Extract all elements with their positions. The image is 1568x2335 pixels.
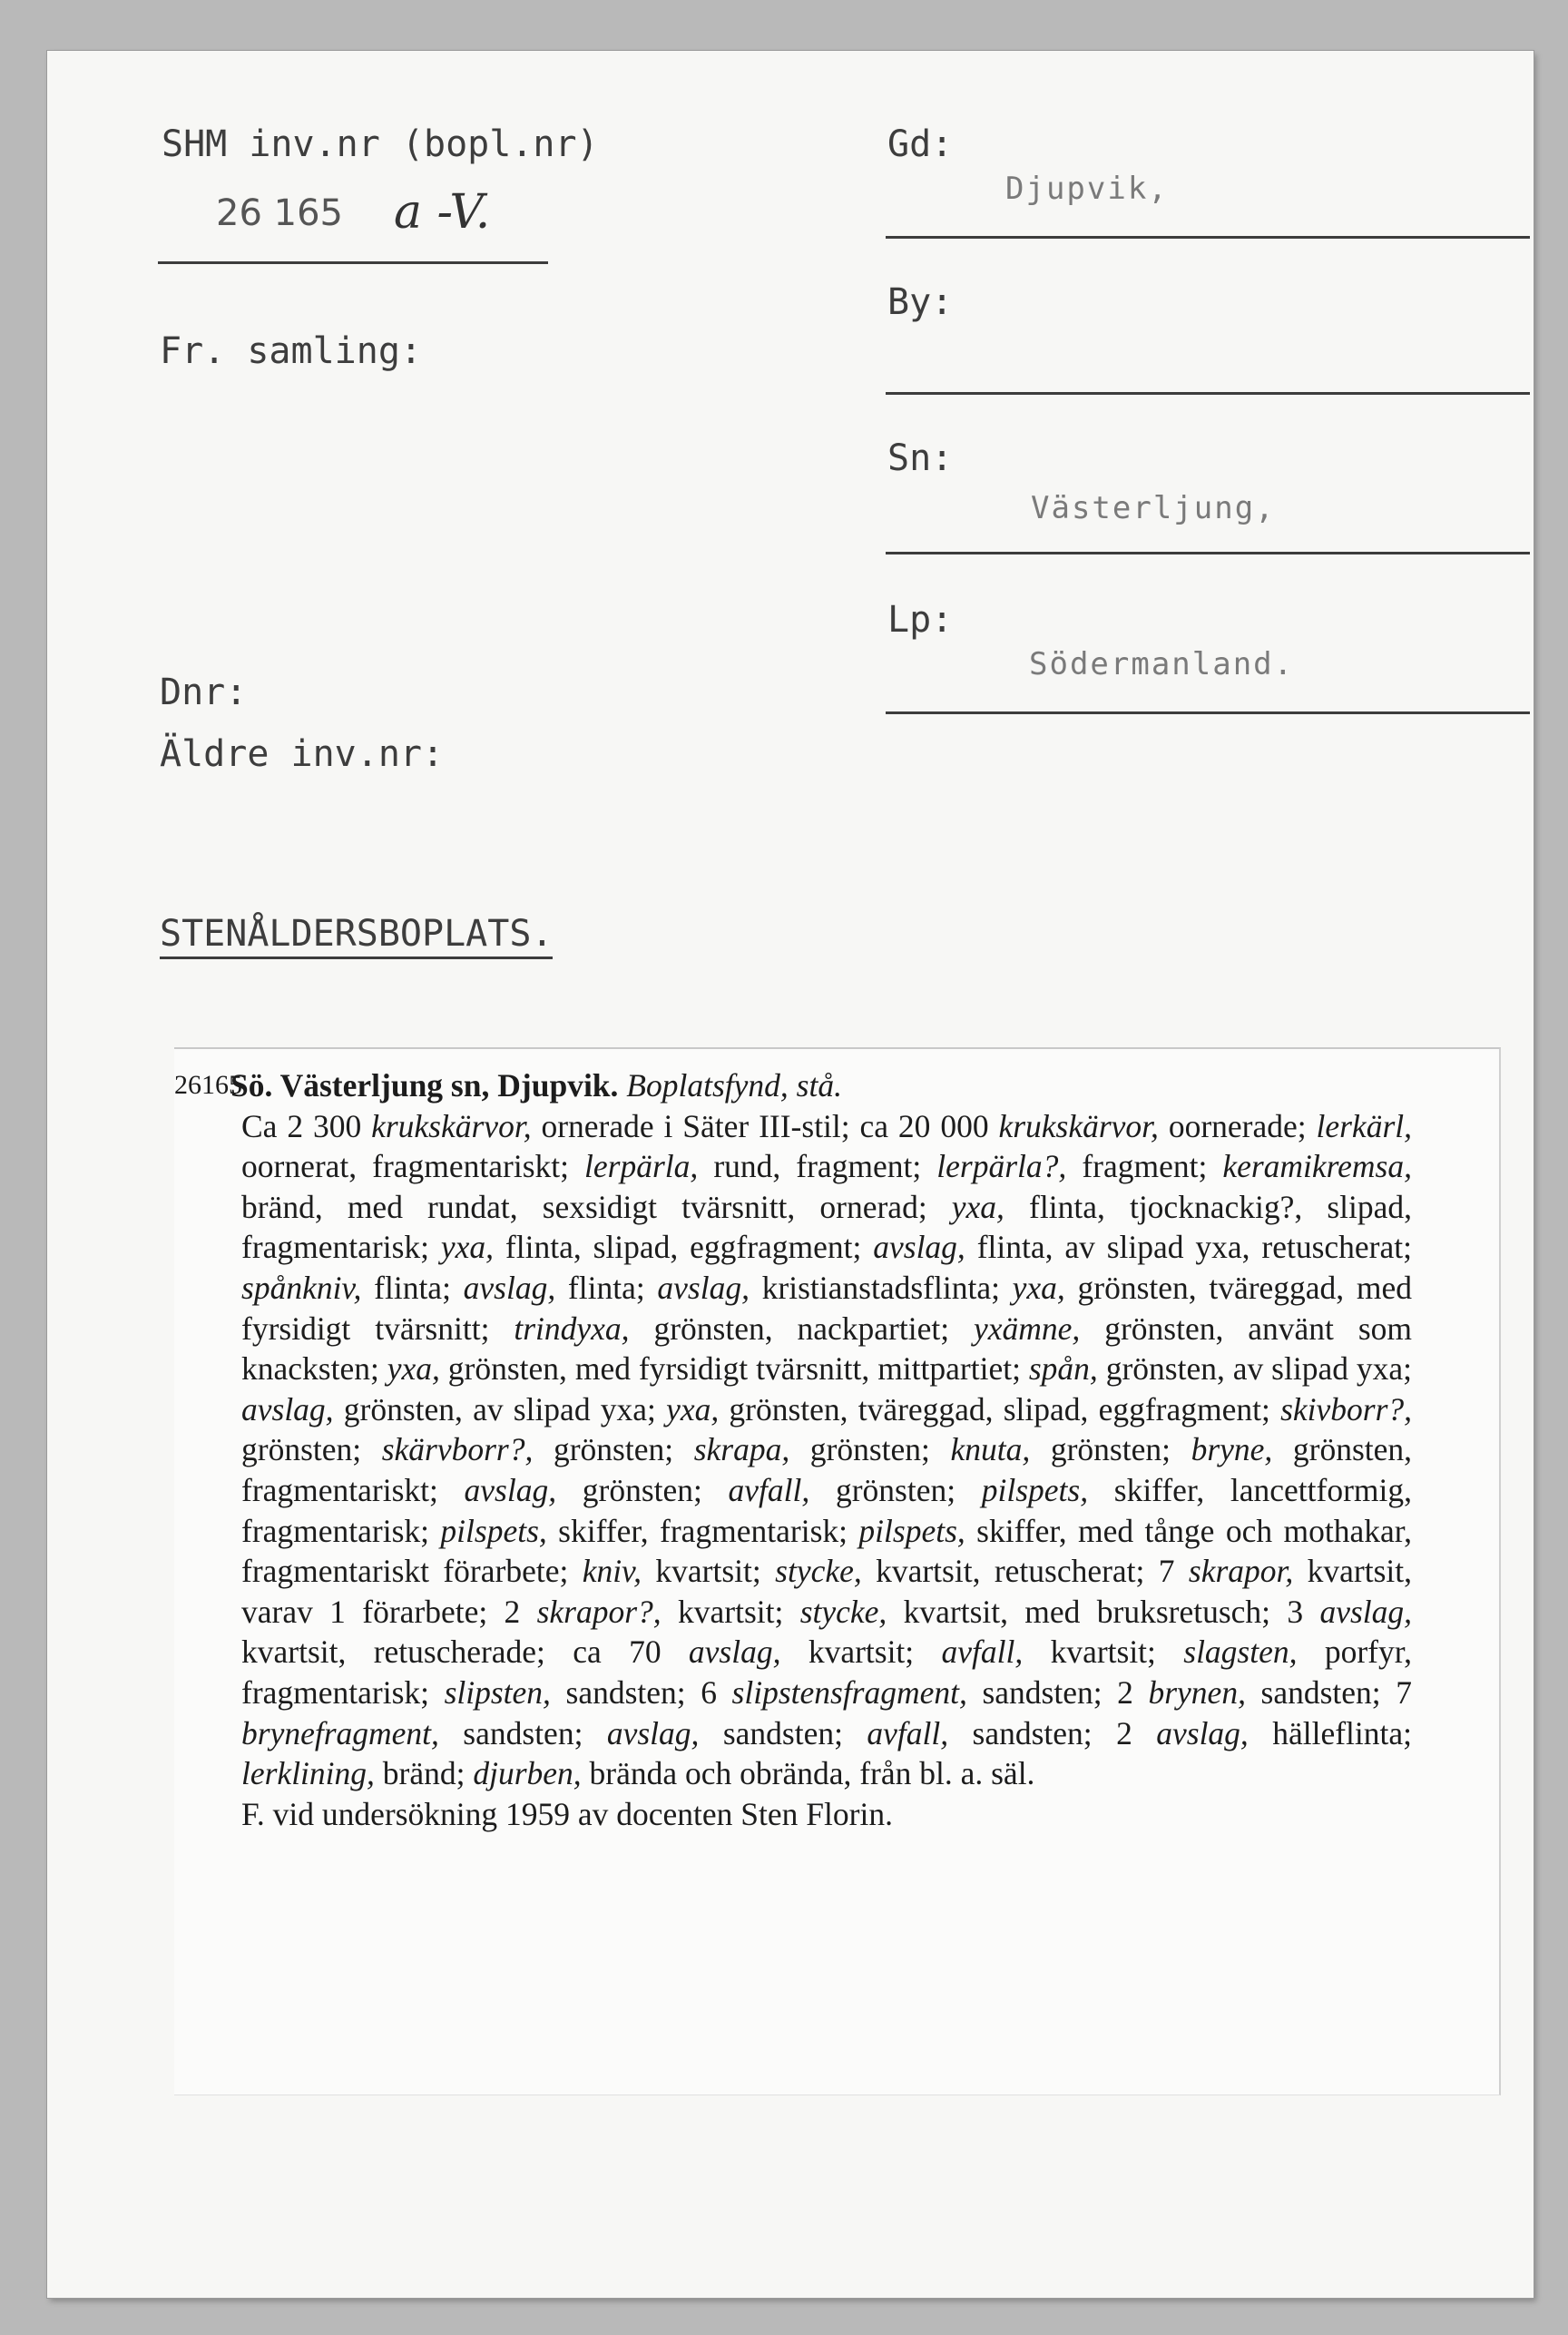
entry-type: Boplatsfynd, stå.: [626, 1067, 842, 1104]
artifact-term: pilspets,: [981, 1471, 1089, 1508]
artifact-description: grönsten;: [1030, 1431, 1191, 1468]
artifact-term: stycke,: [775, 1553, 862, 1590]
artifact-term: avfall,: [728, 1471, 810, 1508]
artifact-description: kvartsit, retuscherade; ca 70: [241, 1634, 689, 1671]
artifact-term: skrapor,: [1188, 1553, 1294, 1590]
fr-samling-label: Fr. samling:: [160, 330, 422, 372]
artifact-description: ornerade i Säter III-stil; ca 20 000: [531, 1107, 999, 1144]
artifact-term: pilspets,: [858, 1512, 965, 1549]
artifact-description: porfyr, fragmentarisk;: [241, 1634, 1412, 1711]
artifact-term: pilspets,: [440, 1512, 547, 1549]
artifact-description: grönsten, tväreggad, slipad, eggfragment;: [719, 1390, 1281, 1427]
printed-clipping: [174, 1047, 1501, 2095]
artifact-term: brynen,: [1148, 1673, 1246, 1711]
artifact-description: grönsten;: [789, 1431, 951, 1468]
artifact-description: grönsten;: [809, 1471, 982, 1508]
artifact-term: slipstensfragment,: [731, 1673, 967, 1711]
inv-number: 26 165: [216, 192, 343, 234]
artifact-description: sandsten; 7: [1245, 1673, 1412, 1711]
artifact-description: flinta, tjocknackig?, slipad, fragmentarisk;: [241, 1188, 1412, 1266]
artifact-description: skiffer, fragmentarisk;: [546, 1512, 859, 1549]
sn-label: Sn:: [887, 437, 954, 479]
artifact-description: grönsten, av slipad yxa;: [1097, 1350, 1413, 1388]
artifact-term: skärvborr?,: [381, 1431, 534, 1468]
artifact-description: grönsten;: [556, 1471, 729, 1508]
artifact-description: grönsten, tväreggad, med fyrsidigt tvärsnitt;: [241, 1269, 1413, 1347]
catalog-entry: [174, 1065, 1413, 1834]
artifact-term: lerklining,: [241, 1755, 375, 1792]
artifact-description: fragment;: [1066, 1148, 1223, 1185]
artifact-description: grönsten, nackpartiet;: [629, 1310, 974, 1347]
artifact-description: skiffer, med tånge och mothakar, fragmentariskt förarbete;: [241, 1512, 1412, 1590]
artifact-term: lerpärla,: [584, 1148, 699, 1185]
artifact-description: flinta;: [555, 1269, 658, 1306]
entry-location: Sö. Västerljung sn, Djupvik.: [230, 1067, 619, 1104]
artifact-term: yxämne,: [974, 1310, 1081, 1347]
artifact-description: oornerade;: [1158, 1107, 1317, 1144]
artifact-term: skivborr?,: [1280, 1390, 1413, 1427]
artifact-description: grönsten, med fyrsidigt tvärsnitt, mittpartiet;: [439, 1350, 1029, 1388]
artifact-description: sandsten;: [438, 1714, 607, 1751]
artifact-term: avfall,: [867, 1714, 949, 1751]
gd-rule: [886, 236, 1530, 239]
by-rule: [886, 392, 1530, 395]
artifact-description: Ca 2 300: [241, 1107, 372, 1144]
artifact-term: trindyxa,: [514, 1310, 630, 1347]
artifact-description: grönsten, använt som knacksten;: [241, 1310, 1412, 1388]
artifact-description: grönsten;: [533, 1431, 694, 1468]
artifact-description: kvartsit;: [1023, 1634, 1184, 1671]
artifact-term: avslag,: [463, 1269, 556, 1306]
artifact-description: flinta, av slipad yxa, retuscherat;: [965, 1229, 1412, 1266]
artifact-term: avslag,: [241, 1390, 334, 1427]
artifact-term: keramikremsa,: [1222, 1148, 1412, 1185]
sn-value: Västerljung,: [1031, 490, 1276, 526]
artifact-description: bränd, med rundat, sexsidigt tvärsnitt, ornerad;: [241, 1188, 952, 1225]
artifact-description: sandsten;: [699, 1714, 867, 1751]
artifact-description: kvartsit, varav 1 förarbete; 2: [241, 1553, 1413, 1630]
artifact-term: skrapor?,: [536, 1593, 662, 1630]
artifact-term: avfall,: [941, 1634, 1024, 1671]
artifact-term: spånkniv,: [241, 1269, 362, 1306]
aldre-inv-label: Äldre inv.nr:: [160, 733, 445, 775]
artifact-term: yxa,: [1012, 1269, 1065, 1306]
entry-footer: F. vid undersökning 1959 av docenten Sten Florin.: [241, 1795, 893, 1832]
artifact-term: avslag,: [464, 1471, 557, 1508]
artifact-term: krukskärvor,: [371, 1107, 532, 1144]
catalog-card: [47, 51, 1534, 2298]
artifact-term: slipsten,: [444, 1673, 551, 1711]
artifact-description: oornerat, fragmentariskt;: [241, 1148, 585, 1185]
lp-label: Lp:: [887, 599, 954, 641]
dnr-label: Dnr:: [160, 672, 248, 713]
artifact-term: yxa,: [387, 1350, 440, 1388]
artifact-term: yxa,: [440, 1229, 495, 1266]
artifact-description: kvartsit;: [661, 1593, 800, 1630]
artifact-description: brända och obrända, från bl. a. säl.: [581, 1755, 1035, 1792]
artifact-term: stycke,: [799, 1593, 887, 1630]
artifact-term: avslag,: [1156, 1714, 1249, 1751]
artifact-term: avslag,: [606, 1714, 700, 1751]
inv-label: SHM inv.nr (bopl.nr): [162, 123, 599, 165]
artifact-term: lerpärla?,: [936, 1148, 1067, 1185]
artifact-description: kvartsit;: [780, 1634, 942, 1671]
category-heading: STENÅLDERSBOPLATS.: [160, 913, 553, 959]
artifact-description: flinta;: [361, 1269, 464, 1306]
artifact-description: kvartsit;: [642, 1553, 776, 1590]
artifact-term: avslag,: [688, 1634, 781, 1671]
artifact-description: kristianstadsflinta;: [749, 1269, 1013, 1306]
artifact-description: rund, fragment;: [698, 1148, 937, 1185]
artifact-term: krukskärvor,: [998, 1107, 1159, 1144]
inv-suffix: a -V.: [394, 185, 491, 240]
artifact-description: bränd;: [374, 1755, 474, 1792]
artifact-term: avslag,: [873, 1229, 965, 1266]
entry-number: 26165: [174, 1070, 242, 1100]
inv-rule: [158, 261, 548, 264]
entry-heading: [230, 1065, 1412, 1106]
lp-rule: [886, 711, 1530, 714]
artifact-term: djurben,: [473, 1755, 582, 1792]
artifact-term: brynefragment,: [241, 1714, 439, 1751]
gd-label: Gd:: [887, 123, 954, 165]
artifact-description: skiffer, lancettformig, fragmentarisk;: [241, 1471, 1412, 1549]
artifact-term: avslag,: [657, 1269, 750, 1306]
artifact-term: yxa,: [666, 1390, 720, 1427]
artifact-term: avslag,: [1319, 1593, 1412, 1630]
artifact-description: sandsten; 2: [966, 1673, 1149, 1711]
artifact-description: grönsten, av slipad yxa;: [333, 1390, 667, 1427]
entry-body: [241, 1106, 1412, 1794]
sn-rule: [886, 552, 1530, 554]
artifact-description: grönsten, fragmentariskt;: [241, 1431, 1413, 1508]
artifact-description: kvartsit, med bruksretusch; 3: [887, 1593, 1320, 1630]
gd-value: Djupvik,: [1005, 171, 1169, 207]
artifact-term: kniv,: [582, 1553, 642, 1590]
artifact-description: flinta, slipad, eggfragment;: [494, 1229, 874, 1266]
artifact-term: spån,: [1028, 1350, 1098, 1388]
lp-value: Södermanland.: [1029, 646, 1295, 682]
artifact-description: sandsten; 6: [550, 1673, 732, 1711]
artifact-description: kvartsit, retuscherat; 7: [861, 1553, 1189, 1590]
by-label: By:: [887, 281, 954, 323]
artifact-term: lerkärl,: [1316, 1107, 1412, 1144]
artifact-term: slagsten,: [1183, 1634, 1298, 1671]
artifact-term: skrapa,: [693, 1431, 790, 1468]
artifact-description: grönsten;: [241, 1431, 382, 1468]
artifact-term: yxa,: [951, 1188, 1004, 1225]
artifact-term: knuta,: [950, 1431, 1031, 1468]
artifact-description: hälleflinta;: [1248, 1714, 1413, 1751]
artifact-term: bryne,: [1191, 1431, 1273, 1468]
artifact-description: sandsten; 2: [948, 1714, 1157, 1751]
